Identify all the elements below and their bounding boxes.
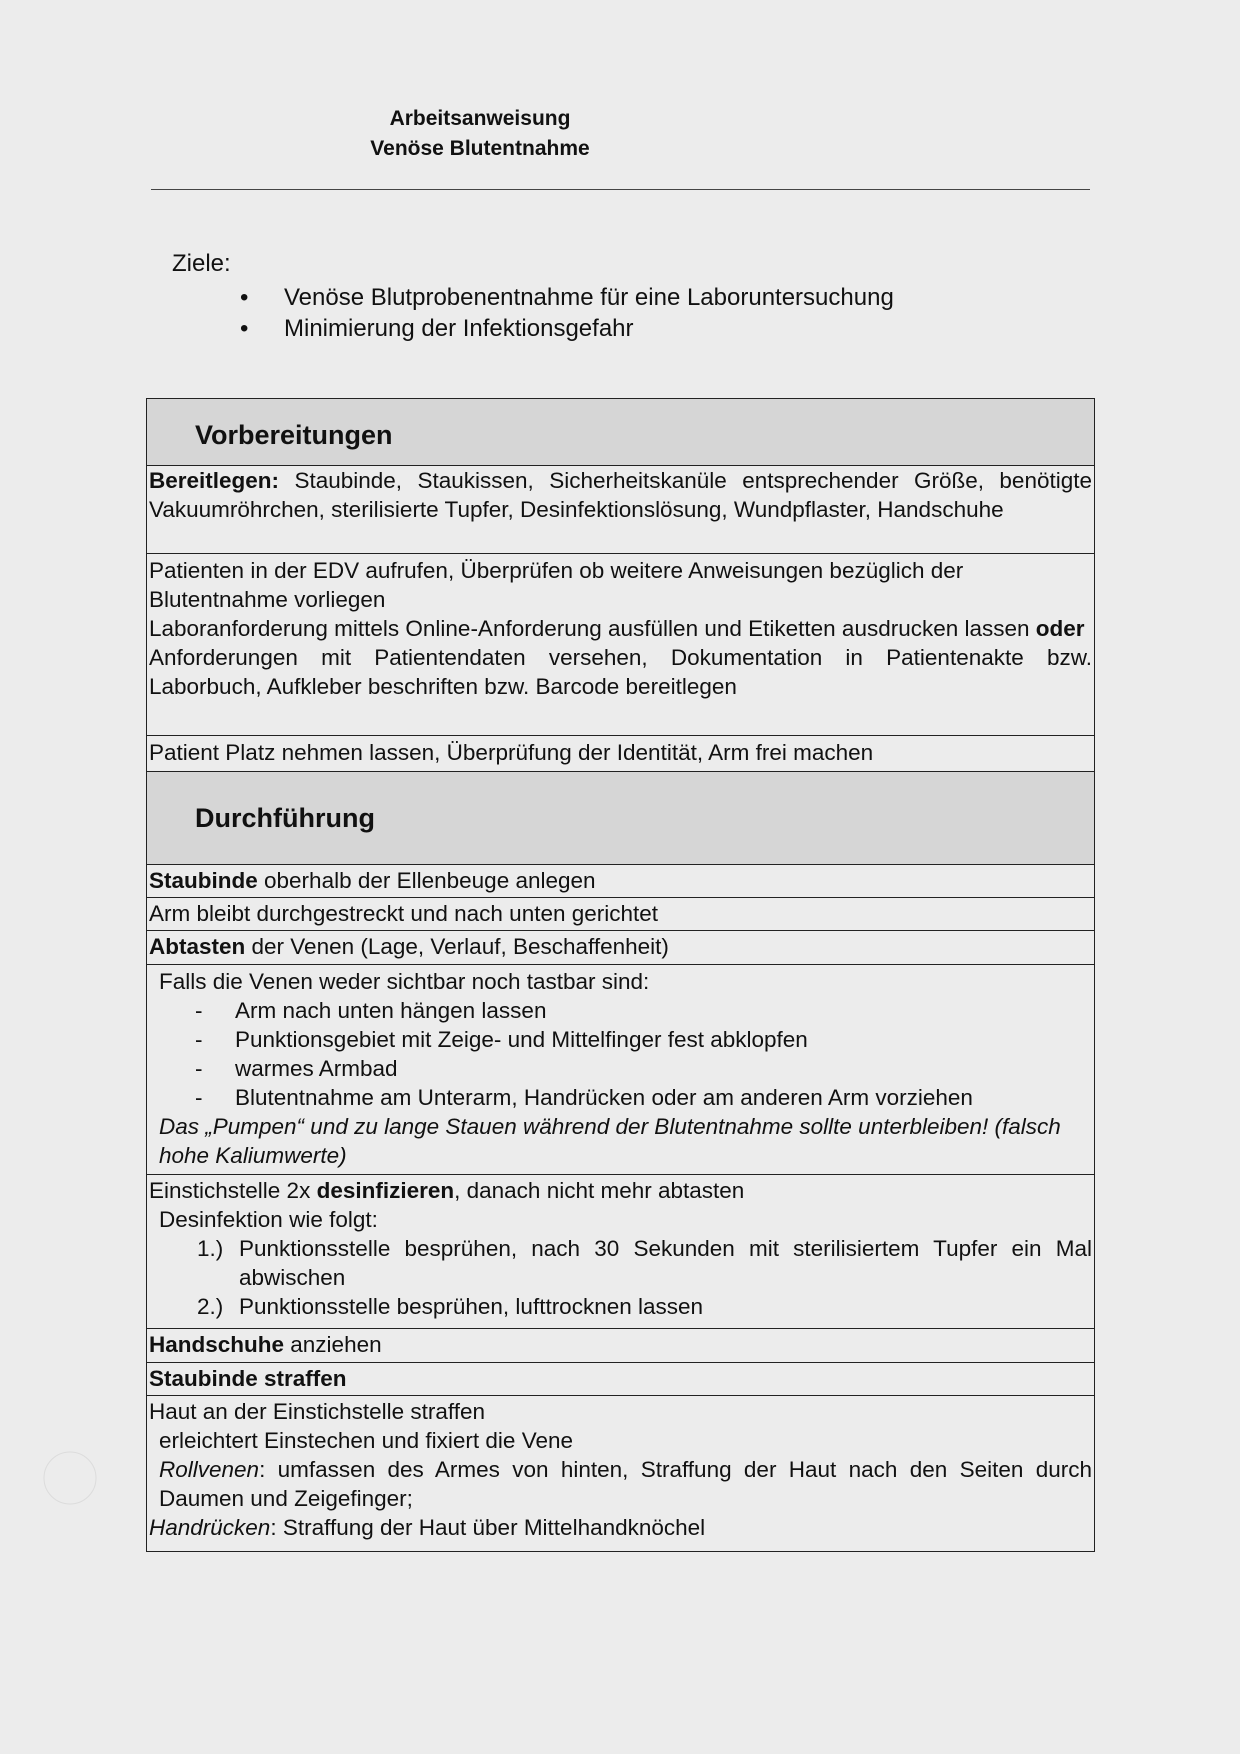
- step-text: Punktionsstelle besprühen, lufttrocknen lassen: [239, 1294, 704, 1319]
- handschuhe-text: anziehen: [284, 1332, 382, 1357]
- handruecken-text: [149, 1513, 1092, 1542]
- arm-text: Arm bleibt durchgestreckt und nach unten gerichtet: [149, 901, 659, 926]
- table-row-abtasten: [146, 931, 1095, 965]
- table-row-haut: [146, 1396, 1095, 1552]
- section-title: Durchführung: [195, 803, 375, 833]
- table-row-staubinde: [146, 865, 1095, 898]
- falls-item: - Blutentnahme am Unterarm, Handrücken oder am anderen Arm vorziehen: [149, 1083, 1092, 1112]
- staubinde-text: oberhalb der Ellenbeuge anlegen: [257, 868, 596, 893]
- table-row-patient: [146, 736, 1095, 772]
- einstich-pre: Einstichstelle 2x: [149, 1178, 317, 1203]
- step-number: 1.): [197, 1236, 224, 1261]
- abtasten-text: der Venen (Lage, Verlauf, Beschaffenheit): [245, 934, 669, 959]
- patient-text: Patient Platz nehmen lassen, Überprüfung der Identität, Arm frei machen: [149, 740, 874, 765]
- table-row-straffen: [146, 1363, 1095, 1396]
- table-row-desinfizieren: [146, 1175, 1095, 1329]
- table-row-arm: [146, 898, 1095, 931]
- watermark-icon: [40, 1448, 100, 1508]
- title-line-1: Arbeitsanweisung: [389, 107, 571, 130]
- bereitlegen-text: Staubinde, Staukissen, Sicherheitskanüle entsprechender Größe, benötigte Vakuumröhrchen, sterilisierte Tupfer, Desinfektionslösung, Wundpflaster, Handschuhe: [149, 468, 1092, 522]
- rollvenen-text: [149, 1455, 1092, 1513]
- table-row-vorbereitung-schritte: [146, 554, 1095, 736]
- table-row-handschuhe: [146, 1329, 1095, 1363]
- labor-text: Laboranforderung mittels Online-Anforderung ausfüllen und Etiketten ausdrucken lassen: [149, 616, 1036, 641]
- section-title: Vorbereitungen: [195, 420, 393, 450]
- table-row-bereitlegen: [146, 466, 1095, 554]
- oder-label: oder: [1035, 616, 1085, 641]
- ziele-item: • Minimierung der Infektionsgefahr: [240, 313, 894, 344]
- section-header-durchfuehrung: [146, 772, 1095, 865]
- table-row-falls: [146, 965, 1095, 1175]
- desinfektion-step: [149, 1292, 1092, 1321]
- rollvenen-label: Rollvenen: [159, 1457, 260, 1482]
- staubinde-label: Staubinde: [149, 868, 258, 893]
- ziele-label: Ziele:: [172, 250, 231, 277]
- document-title: [320, 104, 640, 164]
- desinfektion-step: [149, 1234, 1092, 1292]
- handschuhe-label: Handschuhe: [149, 1332, 285, 1357]
- bereitlegen-label: Bereitlegen:: [149, 468, 280, 493]
- desinfektion-intro: Desinfektion wie folgt:: [159, 1207, 378, 1232]
- falls-item: - Punktionsgebiet mit Zeige- und Mittelfinger fest abklopfen: [149, 1025, 1092, 1054]
- straffen-label: Staubinde straffen: [149, 1366, 347, 1391]
- step-number: 2.): [197, 1294, 224, 1319]
- falls-intro: Falls die Venen weder sichtbar noch tastbar sind:: [159, 969, 650, 994]
- falls-note: Das „Pumpen“ und zu lange Stauen während der Blutentnahme sollte unterbleiben! (falsch hohe Kaliumwerte): [159, 1114, 1061, 1168]
- section-header-vorbereitungen: [146, 398, 1095, 466]
- einstich-post: , danach nicht mehr abtasten: [454, 1178, 745, 1203]
- handruecken-desc: : Straffung der Haut über Mittelhandknöchel: [270, 1515, 706, 1540]
- falls-item: - warmes Armbad: [149, 1054, 1092, 1083]
- ziele-item: • Venöse Blutprobenentnahme für eine Laboruntersuchung: [240, 282, 894, 313]
- abtasten-label: Abtasten: [149, 934, 246, 959]
- desinfizieren-label: desinfizieren: [316, 1178, 455, 1203]
- haut-line-2: erleichtert Einstechen und fixiert die Vene: [159, 1428, 573, 1453]
- rollvenen-desc: : umfassen des Armes von hinten, Straffung der Haut nach den Seiten durch Daumen und Zeigefinger;: [159, 1457, 1092, 1511]
- edv-text: Patienten in der EDV aufrufen, Überprüfen ob weitere Anweisungen bezüglich der Blutentnahme vorliegen: [149, 558, 964, 612]
- title-divider: [151, 189, 1090, 190]
- ziele-list: [240, 282, 894, 344]
- haut-line-1: Haut an der Einstichstelle straffen: [149, 1399, 486, 1424]
- anforderungen-text: Anforderungen mit Patientendaten versehen, Dokumentation in Patientenakte bzw. Laborbuch, Aufkleber beschriften bzw. Barcode bereitlegen: [149, 645, 1092, 699]
- handruecken-label: Handrücken: [149, 1515, 271, 1540]
- falls-item: - Arm nach unten hängen lassen: [149, 996, 1092, 1025]
- step-text: Punktionsstelle besprühen, nach 30 Sekunden mit sterilisiertem Tupfer ein Mal abwischen: [239, 1236, 1092, 1290]
- title-line-2: Venöse Blutentnahme: [370, 137, 590, 160]
- instruction-table: [146, 398, 1095, 1552]
